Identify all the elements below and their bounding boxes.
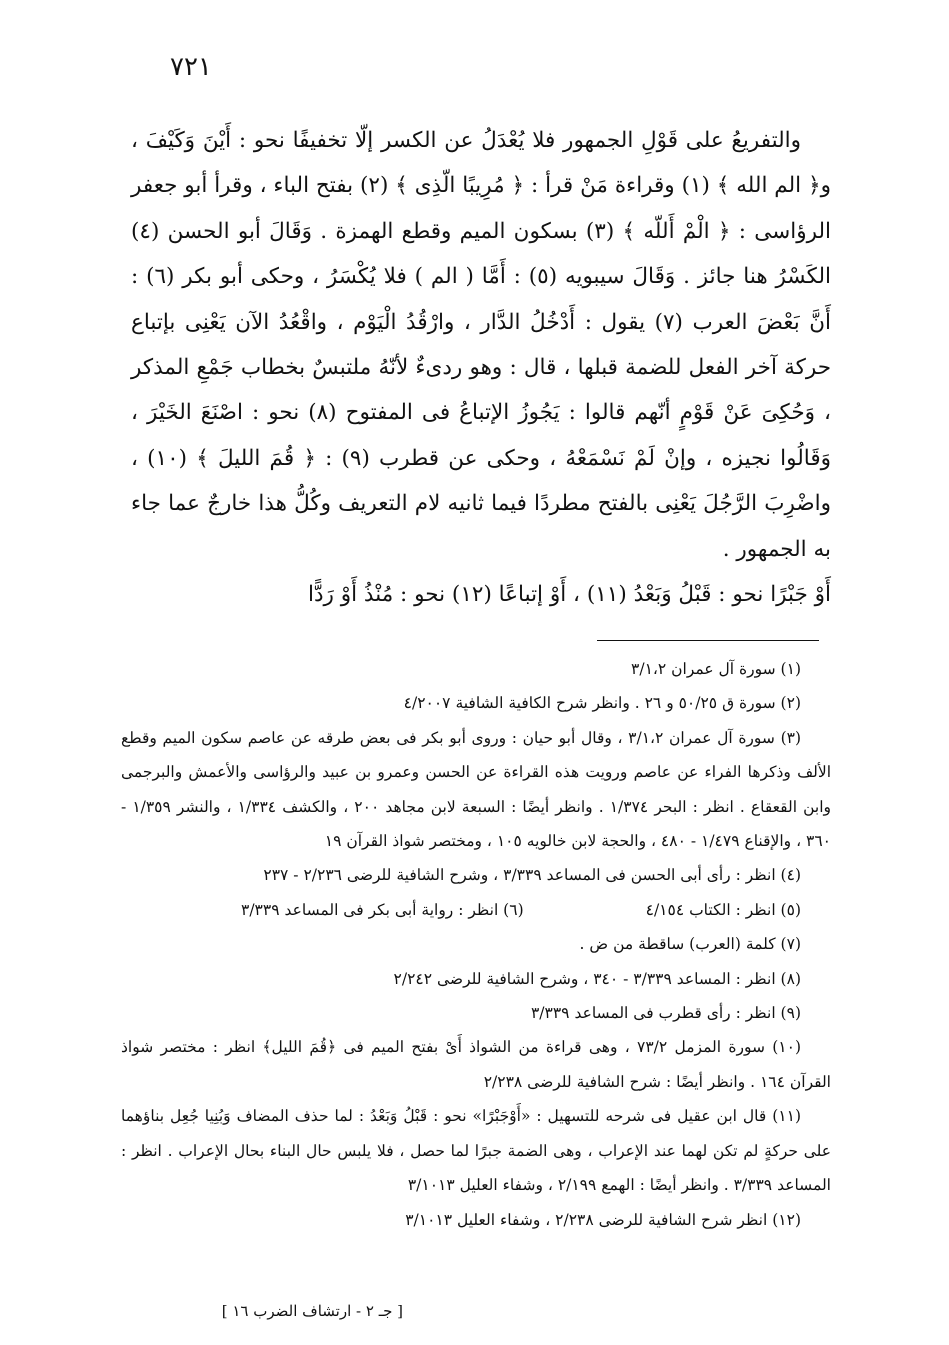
footnote: (٩) انظر : رأى قطرب فى المساعد ٣/٣٣٩ [530,1004,801,1023]
footnotes [121,652,831,1237]
footnote: (٥) انظر : الكتاب ٤/١٥٤ [645,900,801,919]
footnote: (١٠) سورة المزمل ٧٣/٢ ، وهى قراءة من الشواذ أَىْ بفتح الميم فى ﴿قُمَ الليل﴾ انظر : مختصر شواذ القرآن ١٦٤ . وانظر أيضًا : شرح الشافية للرضى ٢/٢٣٨ [121,1038,831,1091]
page-signature: [ جـ ٢ - ارتشاف الضرب ١٦ ] [221,1302,403,1320]
main-text [131,118,831,617]
footnote: (٨) انظر : المساعد ٣/٣٣٩ - ٣٤٠ ، وشرح الشافية للرضى ٢/٢٤٢ [393,969,801,988]
main-paragraph: أَوْ جَبْرًا نحو : قَبْلُ وَبَعْدُ (١١) ، أَوْ إتباعًا (١٢) نحو : مُنْذُ أَوْ رَدًّا [307,582,831,608]
footnote-row [121,893,831,927]
footnote: (٣) سورة آل عمران ٣/١،٢ ، وقال أبو حيان : وروى أبو بكر فى بعض طرقه عن عاصم سكون الميم وقطع الألف وذكرها الفراء عن عاصم ورويت هذه القراءة عن الحسن وعمرو بن عبيد والرؤاسى والأعمش والبرجمى وابن القعقاع . انظر : البحر ١/٣٧٤ . وانظر أيضًا : السبعة لابن مجاهد ٢٠٠ ، والكشف ١/٣٣٤ ، والنشر ١/٣٥٩ - ٣٦٠ ، والإقناع ١/٤٧٩ - ٤٨٠ ، والحجة لابن خالويه ١٠٥ ، ومختصر شواذ القرآن ١٩ [121,728,831,851]
footnote: (٦) انظر : رواية أبى بكر فى المساعد ٣/٣٣٩ [241,900,524,919]
footnote: (٧) كلمة (العرب) ساقطة من ض . [579,935,801,954]
footnote: (٤) انظر : رأى أبى الحسن فى المساعد ٣/٣٣٩ ، وشرح الشافية للرضى ٢/٢٣٦ - ٢٣٧ [263,866,801,885]
main-paragraph: والتفريعُ على قَوْلِ الجمهور فلا يُعْدَلُ عن الكسر إلّا تخفيفًا نحو : أَيْنَ وَكَيْفَ ، و﴿ الم الله ﴾ (١) وقراءة مَنْ قرأ : ﴿ مُرِيبًا الّذِى ﴾ (٢) بفتح الباء ، وقرأ أبو جعفر الرؤاسى : ﴿ الْمْ أَللّه ﴾ (٣) بسكون الميم وقطع الهمزة . وَقَالَ أبو الحسن (٤) الكَسْرُ هنا جائز . وَقَالَ سيبويه (٥) : أَمَّا ( الم ) فلا يُكْسَرُ ، وحكى أبو بكر (٦) : أَنَّ بَعْضَ العرب (٧) يقول : أَدْخُلُ الدَّار ، وارْقُدُ الْيَوْم ، واقْعُدُ الآن يَعْنِى بإتباع حركة آخر الفعل للضمة قبلها ، قال : وهو ردىءٌ لأنّهُ ملتبسٌ بخطاب جَمْعِ المذكر ، وَحُكِىَ عَنْ قَوْمٍ أنّهم قالوا : يَجُوزُ الإتباعُ فى المفتوح (٨) نحو : اصْنَعَ الخَيْرَ ، وَقَالُوا نجيزه ، وإنْ لَمْ نَسْمَعْهُ ، وحكى عن قطرب (٩) : ﴿ قُمَ الليلَ ﴾ (١٠) ، واضْرِبَ الرَّجُلَ يَعْنِى بالفتح مطردًا فيما ثانيه لام التعريف وكُلُّ هذا خارجٌ عما جاء به الجمهور . [131,128,832,562]
footnote: (١٢) انظر شرح الشافية للرضى ٢/٢٣٨ ، وشفاء العليل ٣/١٠١٣ [405,1210,801,1229]
footnote-separator [597,640,819,641]
footnote: (٢) سورة ق ٥٠/٢٥ و ٢٦ . وانظر شرح الكافية الشافية ٤/٢٠٠٧ [403,694,801,713]
page-number: ٧٢١ [170,52,212,82]
footnote: (١) سورة آل عمران ٣/١،٢ [631,660,801,678]
footnote: (١١) قال ابن عقيل فى شرحه للتسهيل : «أَوْجَبْرًا» نحو : قَبْلُ وَبَعْدُ : لما حذف المضاف وَبُنِيا جُعِل بناؤهما على حركةٍ لم تكن لهما عند الإعراب ، وهى الضمة جبرًا لما حصل ، فلا يلبس حال البناء بحال الإعراب . انظر : المساعد ٣/٣٣٩ . وانظر أيضًا : الهمع ٢/١٩٩ ، وشفاء العليل ٣/١٠١٣ [121,1107,831,1195]
